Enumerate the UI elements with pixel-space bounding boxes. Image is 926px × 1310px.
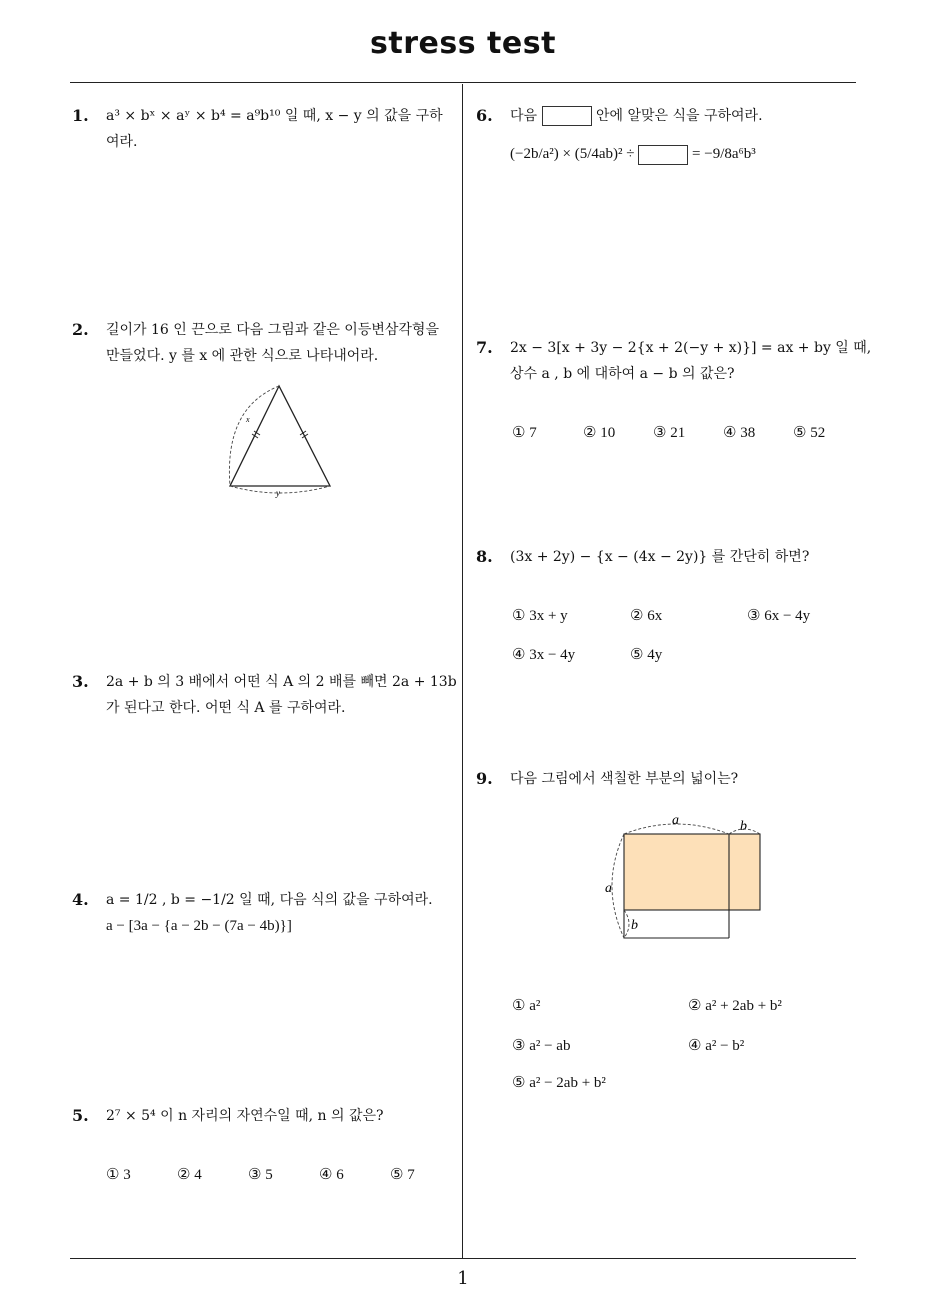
choice-4[interactable]: ④ 3x − 4y (512, 647, 576, 663)
footer-rule (70, 1258, 856, 1259)
header-rule (70, 82, 856, 83)
choice-5[interactable]: ⑤ 52 (793, 425, 826, 441)
problem-number: 5. (72, 1106, 89, 1125)
answer-box (542, 106, 592, 126)
expression-right: = −9/8a⁶b³ (692, 146, 756, 162)
choice-1[interactable]: ① 3x + y (512, 608, 568, 624)
choice-3[interactable]: ③ a² − ab (512, 1038, 571, 1054)
choice-2[interactable]: ② a² + 2ab + b² (688, 998, 782, 1014)
problem-text: 2a + b 의 3 배에서 어떤 식 A 의 2 배를 빼면 2a + 13b (106, 674, 457, 690)
choice-1[interactable]: ① 7 (512, 425, 537, 441)
problem-text: (3x + 2y) − {x − (4x − 2y)} 를 간단히 하면? (510, 549, 810, 565)
choice-2[interactable]: ② 6x (630, 608, 663, 624)
label-b-left: b (631, 918, 638, 933)
problem-number: 3. (72, 672, 89, 691)
triangle-outline (230, 386, 330, 486)
problem-number: 1. (72, 106, 89, 125)
label-a-left: a (605, 881, 612, 896)
choice-1[interactable]: ① 3 (106, 1167, 131, 1183)
choice-4[interactable]: ④ 6 (319, 1167, 344, 1183)
choice-3[interactable]: ③ 5 (248, 1167, 273, 1183)
arc-a-left (612, 834, 624, 938)
choice-5[interactable]: ⑤ 4y (630, 647, 663, 663)
problem-text: a³ × bˣ × aʸ × b⁴ = a⁹b¹⁰ 일 때, x − y 의 값을 구하 (106, 108, 443, 124)
problem-number: 6. (476, 106, 493, 125)
choice-5[interactable]: ⑤ a² − 2ab + b² (512, 1075, 606, 1091)
problem-text: 상수 a , b 에 대하여 a − b 의 값은? (510, 366, 735, 382)
choice-3[interactable]: ③ 21 (653, 425, 686, 441)
isosceles-triangle-figure (220, 378, 340, 502)
problem-text: 2⁷ × 5⁴ 이 n 자리의 자연수일 때, n 의 값은? (106, 1108, 384, 1124)
problem-number: 7. (476, 338, 493, 357)
label-x: x (246, 415, 250, 424)
problem-number: 4. (72, 890, 89, 909)
label-b-top: b (740, 819, 747, 834)
page-title: stress test (370, 26, 556, 61)
choice-3[interactable]: ③ 6x − 4y (747, 608, 811, 624)
problem-number: 9. (476, 769, 493, 788)
problem-text: 만들었다. y 를 x 에 관한 식으로 나타내어라. (106, 348, 379, 364)
answer-box (638, 145, 688, 165)
problem-text (510, 104, 763, 129)
choice-5[interactable]: ⑤ 7 (390, 1167, 415, 1183)
problem-text: a = 1/2 , b = −1/2 일 때, 다음 식의 값을 구하여라. (106, 892, 433, 908)
problem-text: 2x − 3[x + 3y − 2{x + 2(−y + x)}] = ax + by 일 때, (510, 340, 872, 356)
problem-number: 8. (476, 547, 493, 566)
shaded-region (624, 834, 760, 910)
problem-text-post: 안에 알맞은 식을 구하여라. (595, 108, 763, 124)
choice-4[interactable]: ④ a² − b² (688, 1038, 745, 1054)
page-number: 1 (457, 1268, 469, 1289)
label-a-top: a (672, 813, 679, 828)
problem-expression: a − [3a − {a − 2b − (7a − 4b)}] (106, 918, 292, 934)
problem-text-pre: 다음 (510, 108, 538, 124)
choice-1[interactable]: ① a² (512, 998, 541, 1014)
column-divider (462, 84, 463, 1258)
expression-left: (−2b/a²) × (5/4ab)² ÷ (510, 146, 635, 162)
choice-2[interactable]: ② 10 (583, 425, 616, 441)
base-length-arc (230, 486, 330, 493)
choice-2[interactable]: ② 4 (177, 1167, 202, 1183)
arc-b-left (624, 910, 629, 938)
problem-expression (510, 142, 756, 167)
square-outline-bottom (624, 910, 729, 938)
problem-text: 가 된다고 한다. 어떤 식 A 를 구하여라. (106, 700, 346, 716)
problem-text: 길이가 16 인 끈으로 다음 그림과 같은 이등변삼각형을 (106, 322, 439, 338)
problem-number: 2. (72, 320, 89, 339)
choice-4[interactable]: ④ 38 (723, 425, 756, 441)
rectangle-area-figure (596, 810, 776, 944)
problem-text: 다음 그림에서 색칠한 부분의 넓이는? (510, 771, 739, 787)
problem-text: 여라. (106, 134, 138, 150)
label-y: y (276, 488, 280, 498)
